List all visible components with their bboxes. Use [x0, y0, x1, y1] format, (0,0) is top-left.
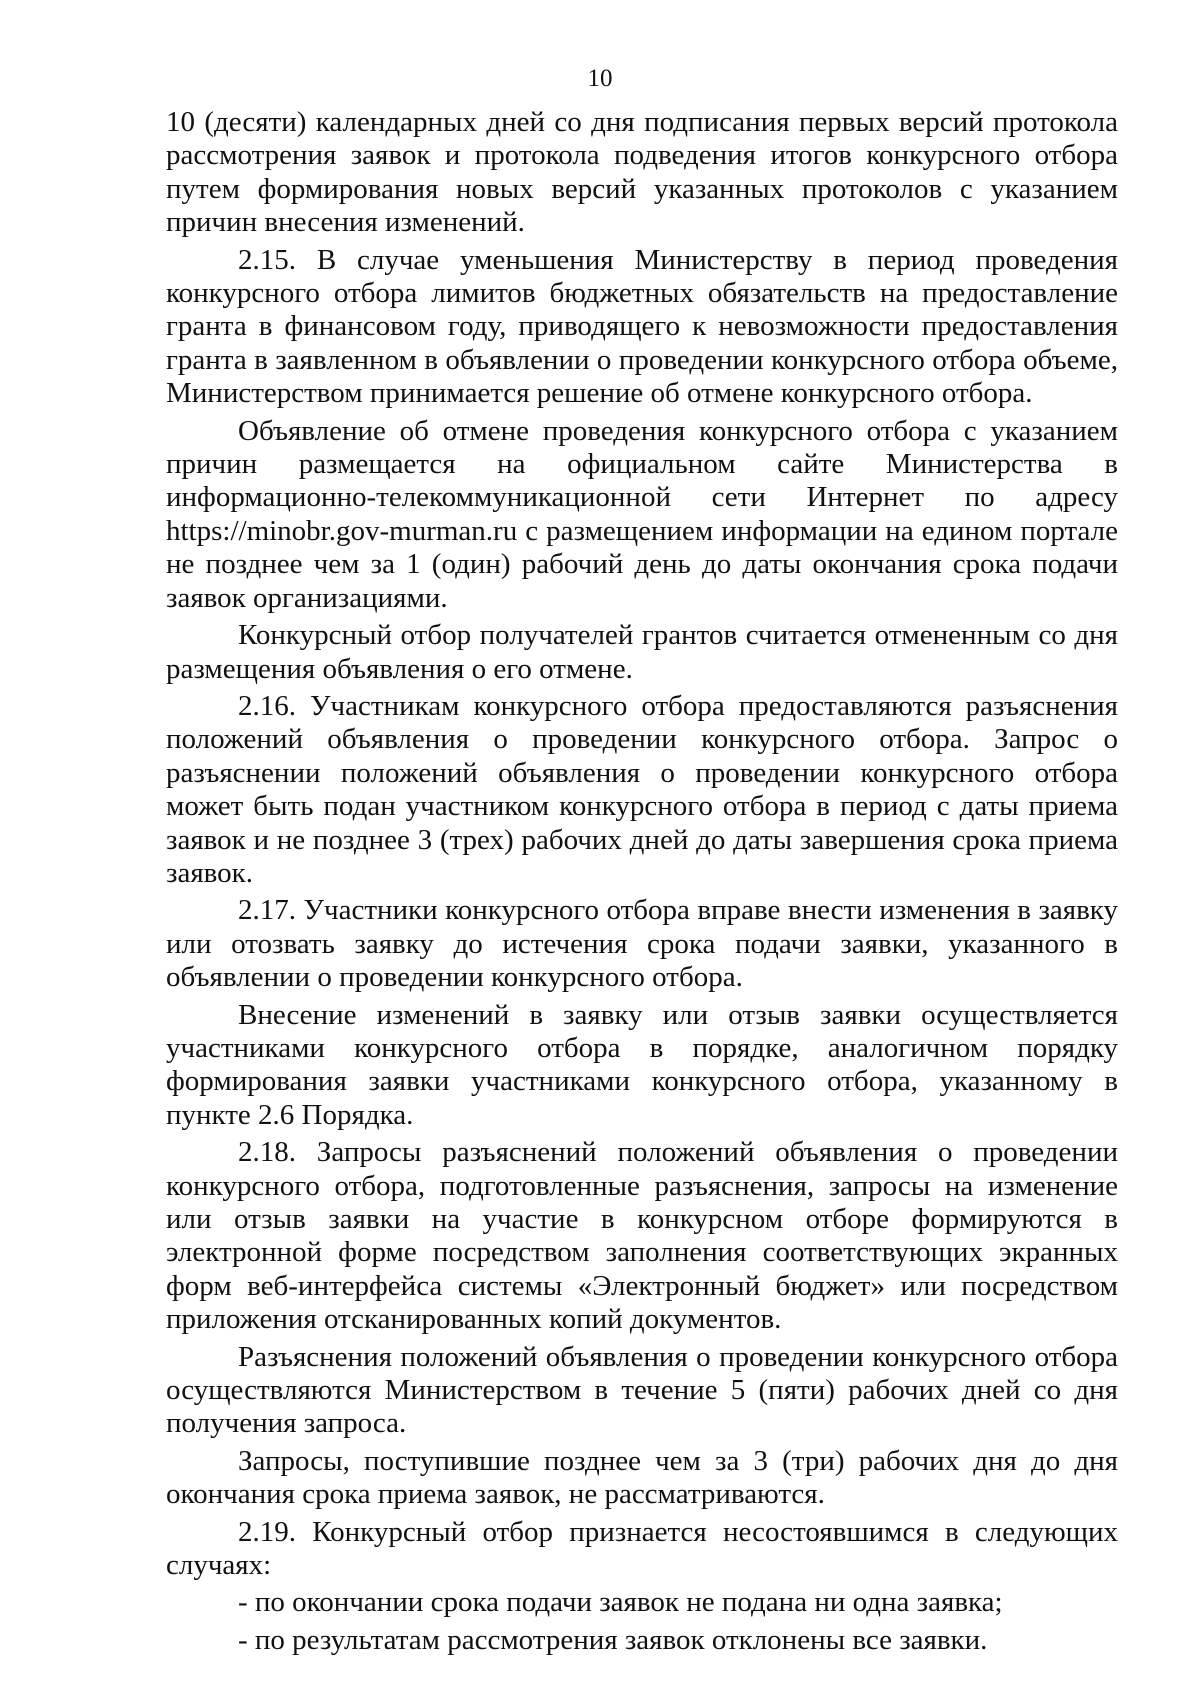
paragraph-2-18: 2.18. Запросы разъяснений положений объявления о проведении конкурсного отбора, подготовленные разъяснения, запросы на изменение или отзыв заявки на участие в конкурсном отборе формируются в электронной форме посредством заполнения соответствующих экранных форм веб-интерфейса системы «Электронный бюджет» или посредством приложения отсканированных копий документов.	[166, 1136, 1118, 1336]
list-item: - по окончании срока подачи заявок не подана ни одна заявка;	[238, 1586, 1003, 1619]
page-number: 10	[587, 65, 613, 92]
paragraph-2-15: 2.15. В случае уменьшения Министерству в период проведения конкурсного отбора лимитов бюджетных обязательств на предоставление гранта в финансовом году, приводящего к невозможности предоставления гранта в заявленном в объявлении о проведении конкурсного отбора объеме, Министерством принимается решение об отмене конкурсного отбора.	[166, 243, 1118, 410]
paragraph-2-16: 2.16. Участникам конкурсного отбора предоставляются разъяснения положений объявления о проведении конкурсного отбора. Запрос о разъяснении положений объявления о проведении конкурсного отбора может быть подан участником конкурсного отбора в период с даты приема заявок и не позднее 3 (трех) рабочих дней до даты завершения срока приема заявок.	[166, 689, 1118, 889]
paragraph-clarification-term: Разъяснения положений объявления о проведении конкурсного отбора осуществляются Министерством в течение 5 (пяти) рабочих дней со дня получения запроса.	[166, 1340, 1118, 1440]
list-item: - по результатам рассмотрения заявок отклонены все заявки.	[238, 1623, 988, 1656]
paragraph-continuation: 10 (десяти) календарных дней со дня подписания первых версий протокола рассмотрения заявок и протокола подведения итогов конкурсного отбора путем формирования новых версий указанных протоколов с указанием причин внесения изменений.	[166, 106, 1118, 239]
paragraph-cancellation-effective: Конкурсный отбор получателей грантов считается отмененным со дня размещения объявления о его отмене.	[166, 619, 1118, 685]
paragraph-cancellation-notice: Объявление об отмене проведения конкурсного отбора с указанием причин размещается на официальном сайте Министерства в информационно-телекоммуникационной сети Интернет по адресу https://minobr.gov-murman.ru с размещением информации на едином портале не позднее чем за 1 (один) рабочий день до даты окончания срока подачи заявок организациями.	[166, 414, 1118, 614]
paragraph-2-17: 2.17. Участники конкурсного отбора вправе внести изменения в заявку или отозвать заявку до истечения срока подачи заявки, указанного в объявлении о проведении конкурсного отбора.	[166, 894, 1118, 994]
paragraph-changes-procedure: Внесение изменений в заявку или отзыв заявки осуществляется участниками конкурсного отбора в порядке, аналогичном порядку формирования заявки участниками конкурсного отбора, указанному в пункте 2.6 Порядка.	[166, 998, 1118, 1131]
paragraph-2-19: 2.19. Конкурсный отбор признается несостоявшимся в следующих случаях:	[166, 1515, 1118, 1582]
paragraph-late-requests: Запросы, поступившие позднее чем за 3 (три) рабочих дня до дня окончания срока приема заявок, не рассматриваются.	[166, 1444, 1118, 1511]
document-body	[166, 106, 1118, 1661]
